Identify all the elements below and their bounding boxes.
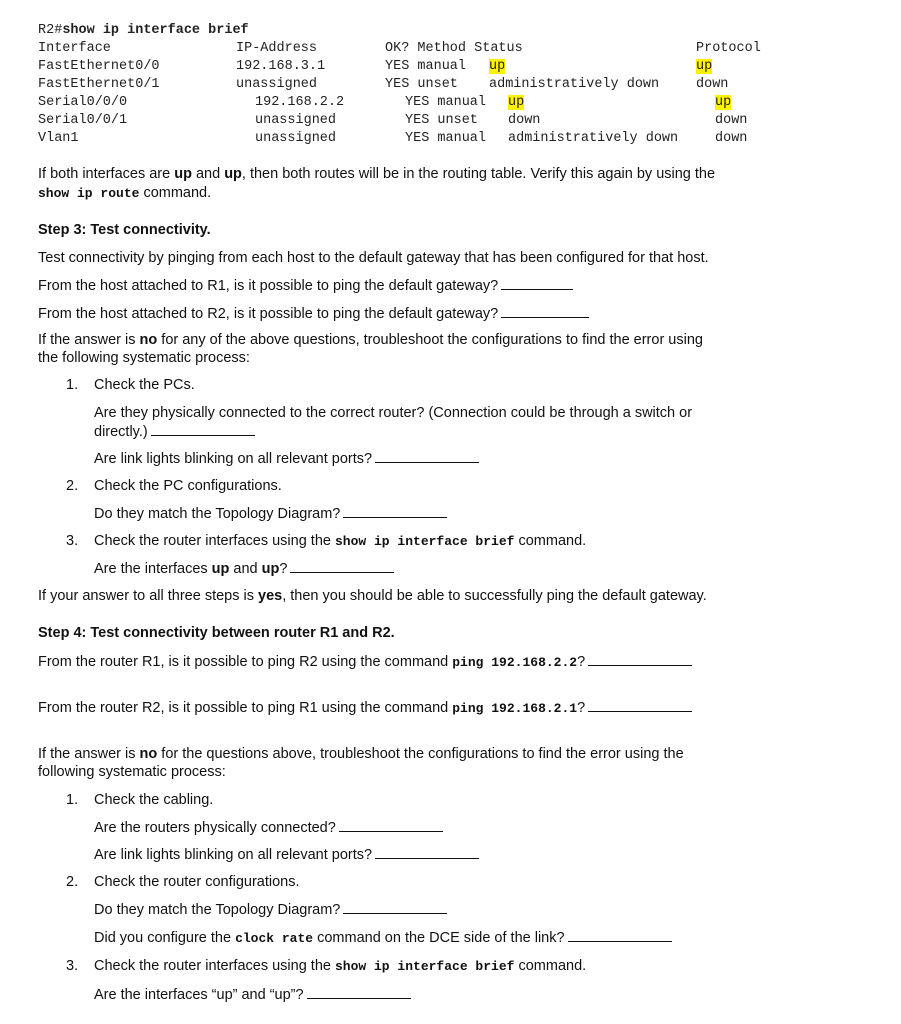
cli-row-interface: FastEthernet0/0 xyxy=(38,59,160,74)
step3-item-2-text: Check the PC configurations. xyxy=(94,478,282,494)
answer-blank[interactable] xyxy=(307,986,411,999)
answer-blank[interactable] xyxy=(343,901,447,914)
step3-item-3-text xyxy=(94,533,586,549)
answer-blank[interactable] xyxy=(290,560,394,573)
step3-sub1a-line1: Are they physically connected to the correct router? (Connection could be through a switch or xyxy=(94,405,693,421)
cli-header-ip: IP-Address xyxy=(236,41,318,56)
command-text: ping 192.168.2.1 xyxy=(452,701,578,716)
intro-up: up xyxy=(174,166,192,182)
step3-item-2-num: 2. xyxy=(66,478,79,494)
answer-blank[interactable] xyxy=(339,819,443,832)
intro-text: , then both routes will be in the routing table. Verify this again by using the xyxy=(241,166,716,182)
cli-row-okmethod: YES unset xyxy=(385,77,458,92)
step4-question-2 xyxy=(38,699,692,716)
cli-header-ok-method-status: OK? Method Status xyxy=(385,41,523,56)
text: for any of the above questions, troubleshoot the configurations to find the error using xyxy=(157,332,703,348)
step4-item-2-text: Check the router configurations. xyxy=(94,874,300,890)
question-text: Are the routers physically connected? xyxy=(94,820,336,836)
intro-text: command. xyxy=(139,185,212,201)
text: Check the router interfaces using the xyxy=(94,533,335,549)
cli-row-interface: Serial0/0/0 xyxy=(38,95,128,110)
text: ? xyxy=(577,654,586,670)
answer-blank[interactable] xyxy=(588,653,692,666)
question-text: Are the interfaces “up” and “up”? xyxy=(94,987,304,1003)
text: command. xyxy=(514,958,587,974)
step4-heading: Step 4: Test connectivity between router R1 and R2. xyxy=(38,625,395,641)
step3-question-2 xyxy=(38,305,589,322)
text: If the answer is xyxy=(38,746,140,762)
intro-and: and xyxy=(191,166,225,182)
question-text: Do they match the Topology Diagram? xyxy=(94,506,341,522)
step3-sub1a-line2 xyxy=(94,423,255,440)
answer-blank[interactable] xyxy=(151,423,255,436)
text: ? xyxy=(279,561,288,577)
command-text: show ip interface brief xyxy=(335,534,515,549)
cli-row-okmethod: YES manual xyxy=(405,95,487,110)
step4-sub1b xyxy=(94,846,479,863)
emphasis-yes: yes xyxy=(258,588,283,604)
question-text: From the host attached to R1, is it possible to ping the default gateway? xyxy=(38,278,499,294)
cli-row-interface: Serial0/0/1 xyxy=(38,113,128,128)
cli-row-interface: FastEthernet0/1 xyxy=(38,77,160,92)
cli-row-okmethod: YES manual xyxy=(385,59,467,74)
answer-blank[interactable] xyxy=(568,929,672,942)
text: , then you should be able to successfully ping the default gateway. xyxy=(282,588,707,604)
cli-row-status: administratively down xyxy=(489,77,660,92)
question-text: Do they match the Topology Diagram? xyxy=(94,902,341,918)
cli-row-ip: unassigned xyxy=(255,113,337,128)
step4-item-3-num: 3. xyxy=(66,958,79,974)
question-text: Did you configure the xyxy=(94,930,236,946)
command-text: clock rate xyxy=(235,931,314,946)
step4-question-1 xyxy=(38,653,692,670)
step3-paragraph: Test connectivity by pinging from each host to the default gateway that has been configured for that host. xyxy=(38,250,709,266)
cli-row-okmethod: YES manual xyxy=(405,131,487,146)
cli-row-status: administratively down xyxy=(508,131,679,146)
cli-row-protocol: down xyxy=(715,113,748,128)
question-text: From the router R1, is it possible to ping R2 using the command xyxy=(38,654,453,670)
emphasis-up: up xyxy=(211,561,230,577)
step3-item-1-text: Check the PCs. xyxy=(94,377,195,393)
cli-command: show ip interface brief xyxy=(62,23,249,38)
cli-header-protocol: Protocol xyxy=(696,41,761,56)
step4-item-3-text xyxy=(94,958,586,974)
command-text: show ip interface brief xyxy=(335,959,515,974)
step3-sub3a xyxy=(94,560,394,577)
step4-sub2b xyxy=(94,929,672,946)
emphasis-no: no xyxy=(139,746,158,762)
answer-blank[interactable] xyxy=(501,305,589,318)
intro-line-2 xyxy=(38,185,211,201)
cli-prompt-line xyxy=(38,23,249,38)
intro-line-1 xyxy=(38,166,715,182)
text: Check the router interfaces using the xyxy=(94,958,335,974)
cli-row-ip: 192.168.2.2 xyxy=(255,95,345,110)
step4-sub3a xyxy=(94,986,411,1003)
step3-if-line-2: the following systematic process: xyxy=(38,350,250,366)
intro-up: up xyxy=(224,166,242,182)
question-text: From the host attached to R2, is it possible to ping the default gateway? xyxy=(38,306,499,322)
step3-heading: Step 3: Test connectivity. xyxy=(38,222,211,238)
step4-item-1-text: Check the cabling. xyxy=(94,792,214,808)
question-text: From the router R2, is it possible to ping R1 using the command xyxy=(38,700,453,716)
answer-blank[interactable] xyxy=(375,450,479,463)
cli-row-status: up xyxy=(508,95,525,110)
cli-row-okmethod: YES unset xyxy=(405,113,478,128)
cli-row-ip: unassigned xyxy=(255,131,337,146)
text: command. xyxy=(514,533,587,549)
cli-row-interface: Vlan1 xyxy=(38,131,79,146)
step4-if-line-2: following systematic process: xyxy=(38,764,226,780)
cli-row-protocol: up xyxy=(696,59,713,74)
text: and xyxy=(229,561,262,577)
answer-blank[interactable] xyxy=(588,699,692,712)
question-text: Are link lights blinking on all relevant ports? xyxy=(94,451,373,467)
step4-sub1a xyxy=(94,819,443,836)
command-text: ping 192.168.2.2 xyxy=(452,655,578,670)
question-text: Are link lights blinking on all relevant ports? xyxy=(94,847,373,863)
step4-if-line-1 xyxy=(38,746,684,762)
step3-sub2a xyxy=(94,505,447,522)
step3-final xyxy=(38,588,707,604)
text: ? xyxy=(577,700,586,716)
step3-sub1b xyxy=(94,450,479,467)
answer-blank[interactable] xyxy=(375,846,479,859)
step3-if-line-1 xyxy=(38,332,703,348)
step3-question-1 xyxy=(38,277,573,294)
text: Are the interfaces xyxy=(94,561,212,577)
cli-row-status: down xyxy=(508,113,541,128)
cli-row-protocol: up xyxy=(715,95,732,110)
text: If your answer to all three steps is xyxy=(38,588,259,604)
cli-row-status: up xyxy=(489,59,506,74)
emphasis-up: up xyxy=(261,561,280,577)
cli-row-ip: unassigned xyxy=(236,77,318,92)
answer-blank[interactable] xyxy=(501,277,573,290)
step3-item-1-num: 1. xyxy=(66,377,79,393)
question-text: command on the DCE side of the link? xyxy=(313,930,565,946)
intro-text: If both interfaces are xyxy=(38,166,175,182)
step3-item-3-num: 3. xyxy=(66,533,79,549)
step4-item-1-num: 1. xyxy=(66,792,79,808)
step4-item-2-num: 2. xyxy=(66,874,79,890)
cli-prompt: R2# xyxy=(38,23,63,38)
text: for the questions above, troubleshoot the configurations to find the error using the xyxy=(157,746,684,762)
cli-row-ip: 192.168.3.1 xyxy=(236,59,326,74)
intro-command: show ip route xyxy=(38,186,140,201)
emphasis-no: no xyxy=(139,332,158,348)
cli-row-protocol: down xyxy=(696,77,729,92)
cli-row-protocol: down xyxy=(715,131,748,146)
step4-sub2a xyxy=(94,901,447,918)
cli-header-interface: Interface xyxy=(38,41,111,56)
question-text: directly.) xyxy=(94,424,148,440)
answer-blank[interactable] xyxy=(343,505,447,518)
text: If the answer is xyxy=(38,332,140,348)
